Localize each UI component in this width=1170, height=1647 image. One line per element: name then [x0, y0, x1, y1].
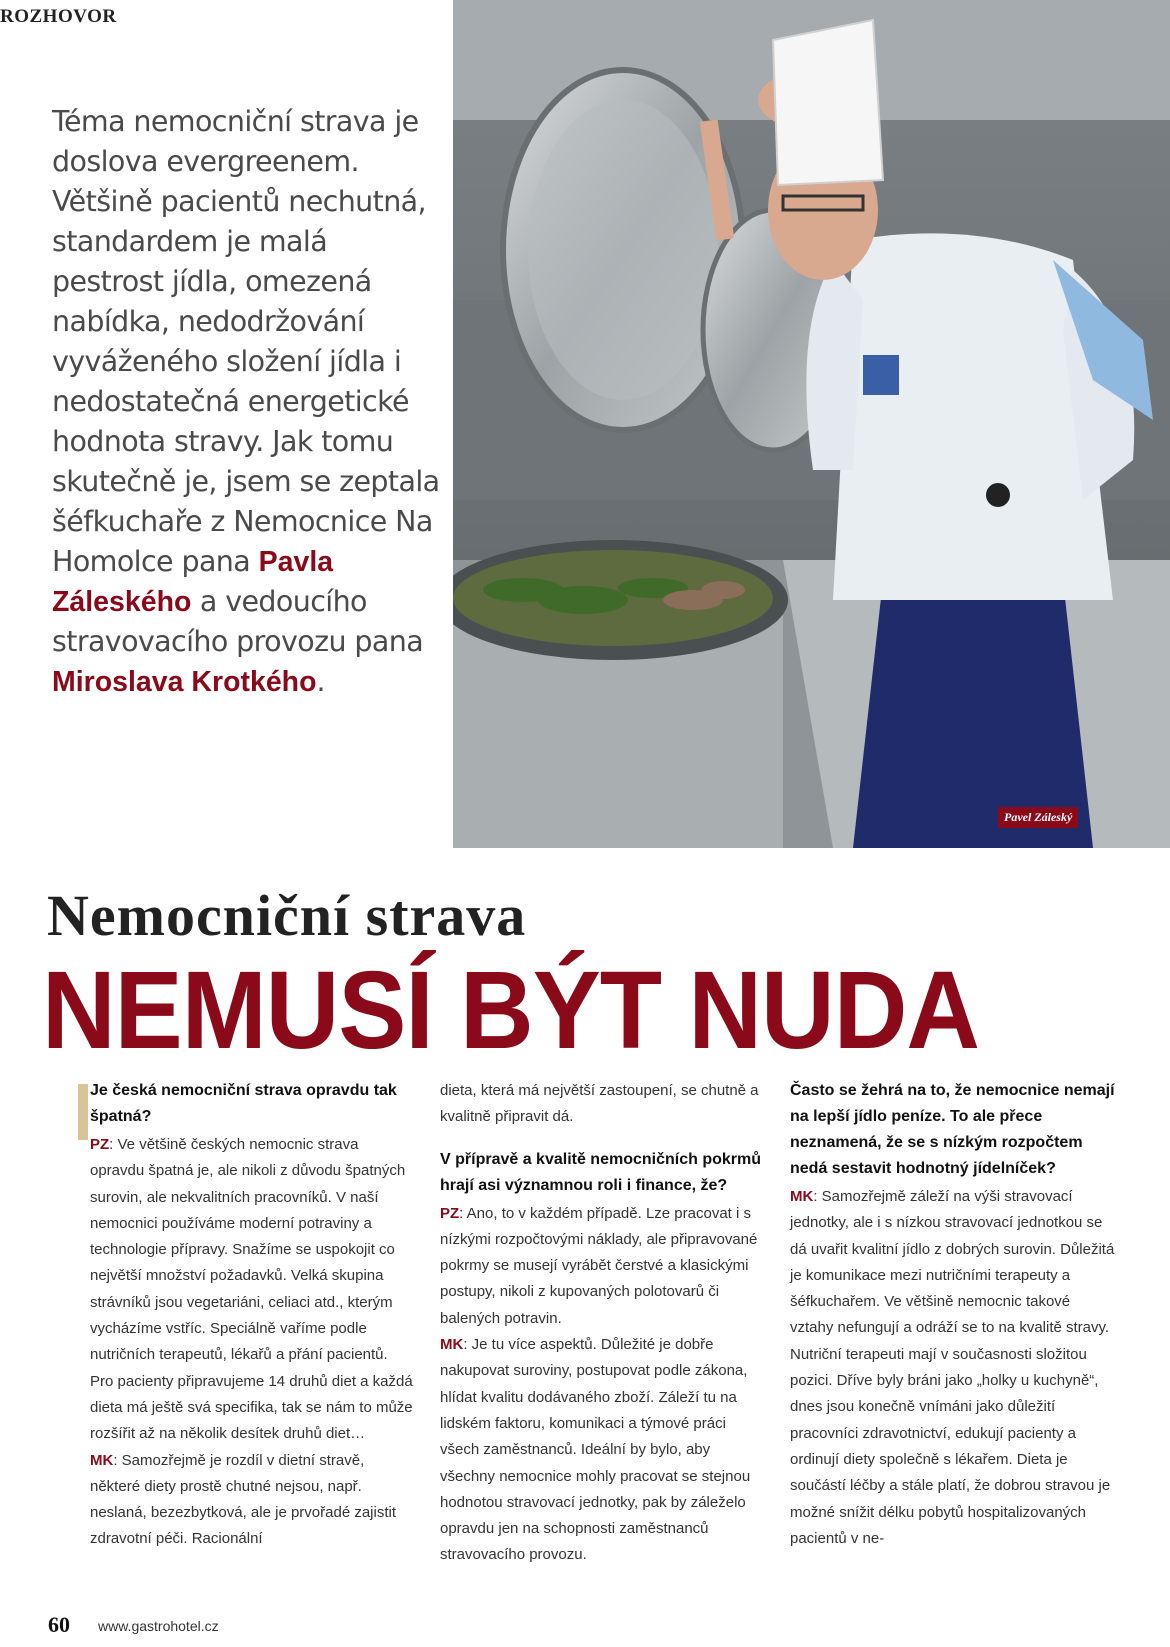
answer-4 — [440, 1332, 765, 1569]
answer-3 — [440, 1201, 765, 1332]
answer-5 — [790, 1184, 1115, 1552]
speaker-tag: MK — [790, 1188, 814, 1205]
speaker-tag: MK — [90, 1451, 114, 1469]
headline-line-1: Nemocniční strava — [47, 883, 527, 948]
question-1: Je česká nemocniční strava opravdu tak špatná? — [90, 1082, 397, 1125]
photo-caption: Pavel Záleský — [998, 807, 1078, 828]
interviewee-name-2: Miroslava Krotkého — [52, 666, 317, 698]
page-number: 60 — [48, 1612, 70, 1637]
intro-text-b: a vedoucího stravovacího provozu pana — [52, 585, 424, 658]
interviewee-name-1: Pavla Záleského — [52, 546, 334, 618]
kitchen-scene-illustration — [453, 0, 1170, 848]
quote-mark-decoration — [78, 1084, 88, 1140]
answer-continued: dieta, která má největší zastoupení, se chutně a kvalitně připravit dá. — [440, 1082, 759, 1126]
intro-text-c: . — [316, 665, 325, 698]
speaker-tag: PZ — [90, 1136, 110, 1153]
section-label: ROZHOVOR — [0, 6, 117, 27]
article-column-1 — [90, 1078, 415, 1553]
article-column-2 — [440, 1078, 765, 1569]
answer-4-text: : Je tu více aspektů. Důležité je dobře nakupovat suroviny, postupovat podle zákona, hlídat kvalitu dodávaného zboží. Záleží tu na lidském faktoru, komunikaci a týmové práci všech zaměstnanců. Ideální by bylo, aby všechny nemocnice mohly pracovat se stejnou hodnotou stravovací jednotky, pak by záleželo opravdu jen na schopnosti zaměstnanců stravovacího provozu. — [440, 1336, 751, 1564]
footer-url: www.gastrohotel.cz — [98, 1618, 219, 1634]
spacer — [440, 1131, 765, 1147]
headline-line-2: NEMUSÍ BÝT NUDA — [42, 948, 980, 1072]
answer-2-text: : Samozřejmě je rozdíl v dietní stravě, některé diety prostě chutné nejsou, např. neslaná, bezezbytková, ale je prvořadé zajistit zdravotní péči. Racionální — [90, 1451, 397, 1548]
answer-3-text: : Ano, to v každém případě. Lze pracovat i s nízkými rozpočtovými náklady, ale připravované pokrmy se musejí vyrábět čerstvé a klasickými postupy, nikoli z kupovaných polotovarů či balených potravin. — [440, 1204, 758, 1327]
intro-text-a: Téma nemocniční strava je doslova evergreenem. Většině pacientů nechutná, standardem je malá pestrost jídla, omezená nabídka, nedodržování vyváženého složení jídla i nedostatečná energetické hodnota stravy. Jak tomu skutečně je, jsem se zeptala šéfkuchaře z Nemocnice Na Homolce pana — [52, 105, 440, 578]
question-3: Často se žehrá na to, že nemocnice nemají na lepší jídlo peníze. To ale přece neznamená, že se s nízkým rozpočtem nedá sestavit hodnotný jídelníček? — [790, 1082, 1115, 1177]
chef-photo — [453, 0, 1170, 848]
answer-2 — [90, 1448, 415, 1553]
answer-1 — [90, 1132, 415, 1448]
article-column-3 — [790, 1078, 1115, 1552]
intro-text — [52, 102, 442, 702]
speaker-tag: MK — [440, 1336, 464, 1354]
answer-1-text: : Ve většině českých nemocnic strava opravdu špatná je, ale nikoli z důvodu špatných surovin, ale nekvalitních pracovníků. V naší nemocnici používáme moderní potraviny a technologie přípravy. Snažíme se uspokojit co největší množství požadavků. Velká skupina strávníků jsou vegetariáni, celiaci atd., kterým vycházíme vstříc. Speciálně vaříme podle nutričních terapeutů, lékařů a přání pacientů. Pro pacienty připravujeme 14 druhů diet a každá dieta má ještě svá specifika, tak se nám to může rozšířit až na několik desítek druhů diet… — [90, 1136, 413, 1443]
question-2: V přípravě a kvalitě nemocničních pokrmů hrají asi významnou roli i finance, že? — [440, 1150, 761, 1194]
speaker-tag: PZ — [440, 1204, 460, 1222]
answer-5-text: : Samozřejmě záleží na výši stravovací jednotky, ale i s nízkou stravovací jednotkou se dá uvařit kvalitní jídlo z dobrých surovin. Důležitá je komunikace mezi nutričními terapeuty a šéfkuchařem. Ve většině nemocnic takové vztahy nefungují a odráží se to na kvalitě stravy. Nutriční terapeuti mají v současnosti složitou pozici. Dříve byly bráni jako „holky u kuchyně“, dnes jsou konečně vnímáni jako důležití pracovníci zdravotnictví, edukují pacienty a ordinují diety společně s lékařem. Dieta je součástí léčby a stále platí, že dobrou stravou je možné snížit délku pobytů hospitalizovaných pacientů v ne- — [790, 1188, 1115, 1547]
